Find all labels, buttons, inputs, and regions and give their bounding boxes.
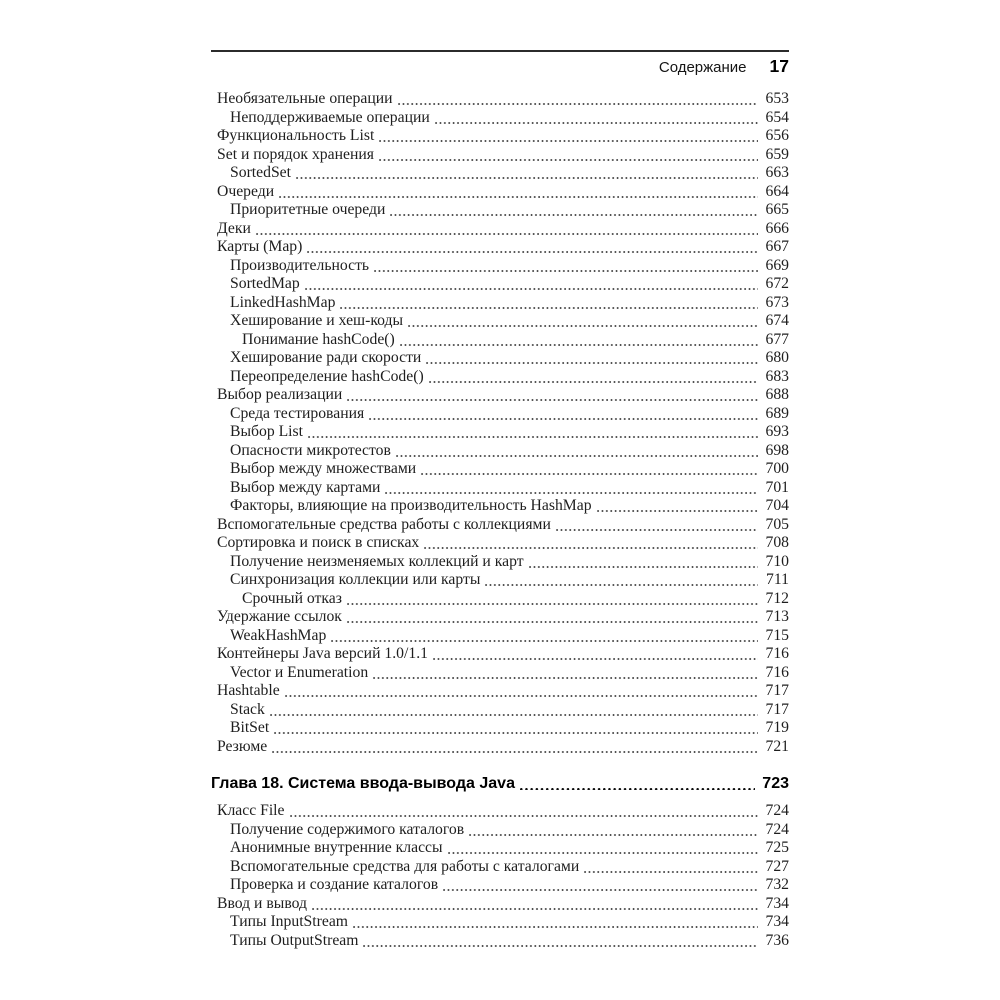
toc-entry-page: 698: [765, 441, 789, 459]
toc-entry-label: Set и порядок хранения: [217, 145, 374, 163]
toc-entry: [211, 516, 789, 535]
toc-entry: [211, 664, 789, 683]
dot-leader: [373, 664, 758, 683]
toc-entry: [211, 349, 789, 368]
dot-leader: [379, 146, 758, 165]
dot-leader: [520, 773, 755, 794]
toc-entry: [211, 368, 789, 387]
dot-leader: [396, 442, 758, 461]
toc-entry-page: 708: [765, 534, 789, 551]
toc-entry-label: Класс File: [217, 802, 285, 819]
toc-entry-page: 653: [765, 90, 789, 107]
toc-entry-label: Выбор между картами: [230, 478, 381, 496]
toc-entry-label: Функциональность List: [217, 127, 375, 144]
dot-leader: [347, 608, 758, 627]
dot-leader: [408, 312, 758, 331]
toc-entry-label: Ввод и вывод: [217, 894, 307, 912]
toc-entry-page: 736: [765, 931, 789, 949]
dot-leader: [448, 839, 758, 858]
dot-leader: [369, 405, 758, 424]
dot-leader: [429, 368, 758, 387]
toc-entry-label: Удержание ссылок: [217, 608, 342, 625]
dot-leader: [340, 294, 758, 313]
toc-entry-page: 672: [765, 275, 789, 292]
toc-entry-label: Необязательные операции: [217, 90, 393, 107]
toc-entry-page: 688: [765, 386, 789, 403]
toc-entry-page: 667: [765, 238, 789, 255]
toc-entry: [211, 220, 789, 239]
toc-entry-page: 711: [766, 571, 789, 588]
toc-entry-label: Приоритетные очереди: [230, 201, 386, 218]
toc-entry: [211, 331, 789, 350]
toc-entry: [211, 497, 789, 516]
toc-entry: [211, 913, 789, 932]
dot-leader: [305, 275, 758, 294]
toc-entry-label: Неподдерживаемые операции: [230, 108, 430, 126]
dot-leader: [312, 895, 758, 914]
toc-entry-page: 704: [765, 497, 789, 514]
dot-leader: [307, 238, 758, 257]
toc-entry-label: Производительность: [230, 256, 370, 274]
running-title: Содержание: [658, 59, 747, 76]
toc-entry-page: 717: [765, 700, 789, 718]
toc-entry-label: Среда тестирования: [230, 404, 365, 422]
toc-entry-page: 717: [765, 682, 789, 699]
toc-entry-label: Деки: [217, 219, 251, 237]
toc-entry-page: 716: [765, 645, 789, 662]
toc-entry: [211, 858, 789, 877]
toc-entry-page: 732: [765, 876, 789, 893]
toc-entry-label: Хеширование и хеш-коды: [230, 312, 404, 329]
toc-entry-label: Сортировка и поиск в списках: [217, 534, 420, 551]
toc-entry-page: 715: [765, 626, 789, 644]
dot-leader: [424, 534, 758, 553]
dot-leader: [469, 821, 758, 840]
table-of-contents: [211, 90, 789, 950]
toc-entry: [211, 821, 789, 840]
toc-entry-page: 665: [765, 201, 789, 218]
toc-entry: [211, 719, 789, 738]
toc-entry: [211, 627, 789, 646]
toc-entry-label: Факторы, влияющие на производительность HashMap: [230, 497, 592, 514]
dot-leader: [443, 876, 758, 895]
toc-entry: [211, 183, 789, 202]
toc-entry: [211, 90, 789, 109]
toc-entry-page: 724: [765, 820, 789, 838]
page-content: [211, 0, 789, 1000]
toc-entry-page: 700: [765, 460, 789, 477]
toc-entry-label: Хеширование ради скорости: [230, 349, 422, 366]
dot-leader: [421, 460, 758, 479]
toc-entry-page: 654: [765, 108, 789, 126]
dot-leader: [398, 90, 758, 109]
page-number: 17: [769, 56, 789, 76]
toc-entry: [211, 423, 789, 442]
toc-entry: [211, 460, 789, 479]
dot-leader: [400, 331, 758, 350]
toc-entry-label: WeakHashMap: [230, 626, 327, 644]
dot-leader: [426, 349, 758, 368]
toc-entry-label: Очереди: [217, 182, 275, 200]
toc-entry-page: 689: [765, 404, 789, 422]
toc-entry-page: 683: [765, 367, 789, 385]
toc-entry-page: 669: [765, 256, 789, 274]
dot-leader: [285, 682, 758, 701]
dot-leader: [347, 386, 758, 405]
toc-entry-page: 656: [765, 127, 789, 144]
toc-entry-label: Выбор между множествами: [230, 460, 417, 477]
toc-entry-label: Получение содержимого каталогов: [230, 820, 465, 838]
toc-entry: [211, 701, 789, 720]
toc-entry-label: LinkedHashMap: [230, 293, 336, 311]
toc-entry-label: SortedMap: [230, 275, 300, 292]
dot-leader: [256, 220, 758, 239]
toc-entry-page: 664: [765, 182, 789, 200]
toc-entry-label: Анонимные внутренние классы: [230, 839, 443, 856]
dot-leader: [529, 553, 758, 572]
toc-entry: [211, 645, 789, 664]
dot-leader: [485, 571, 758, 590]
toc-entry: [211, 386, 789, 405]
toc-entry-label: Контейнеры Java версий 1.0/1.1: [217, 645, 428, 662]
toc-entry: [211, 479, 789, 498]
dot-leader: [353, 913, 758, 932]
toc-entry: [211, 932, 789, 951]
toc-entry: [211, 876, 789, 895]
dot-leader: [308, 423, 758, 442]
toc-entry-page: 719: [765, 719, 789, 736]
toc-entry: [211, 201, 789, 220]
dot-leader: [597, 497, 758, 516]
dot-leader: [272, 738, 758, 757]
toc-entry-label: Vector и Enumeration: [230, 663, 369, 681]
toc-entry-label: SortedSet: [230, 164, 292, 181]
toc-entry: [211, 839, 789, 858]
toc-entry-page: 666: [765, 219, 789, 237]
toc-entry-page: 701: [765, 478, 789, 496]
toc-entry-page: 723: [762, 775, 789, 792]
toc-entry-page: 721: [765, 737, 789, 755]
toc-entry: [211, 571, 789, 590]
toc-entry-page: 674: [765, 312, 789, 329]
toc-entry-label: Проверка и создание каталогов: [230, 876, 439, 893]
toc-entry: [211, 109, 789, 128]
toc-entry-page: 725: [765, 839, 789, 856]
toc-entry-label: Hashtable: [217, 682, 280, 699]
dot-leader: [390, 201, 758, 220]
toc-chapter-entry: [211, 773, 789, 794]
dot-leader: [279, 183, 758, 202]
toc-entry: [211, 895, 789, 914]
running-head: [211, 56, 789, 77]
toc-entry: [211, 257, 789, 276]
dot-leader: [363, 932, 758, 951]
toc-entry-page: 734: [765, 894, 789, 912]
toc-entry-page: 712: [765, 589, 789, 607]
toc-entry-label: Срочный отказ: [242, 589, 342, 607]
toc-entry-page: 734: [765, 913, 789, 930]
toc-entry-label: Опасности микротестов: [230, 441, 391, 459]
toc-entry: [211, 553, 789, 572]
toc-entry-label: BitSet: [230, 719, 270, 736]
toc-entry-page: 716: [765, 663, 789, 681]
toc-entry-label: Вспомогательные средства для работы с каталогами: [230, 857, 580, 875]
toc-entry-label: Понимание hashCode(): [242, 330, 395, 348]
dot-leader: [347, 590, 758, 609]
toc-entry-page: 705: [765, 515, 789, 533]
toc-entry: [211, 534, 789, 553]
toc-entry: [211, 294, 789, 313]
toc-entry: [211, 590, 789, 609]
toc-entry: [211, 608, 789, 627]
toc-entry-page: 693: [765, 423, 789, 440]
toc-entry-page: 673: [765, 293, 789, 311]
dot-leader: [556, 516, 758, 535]
toc-entry: [211, 164, 789, 183]
toc-entry-page: 680: [765, 349, 789, 366]
dot-leader: [290, 802, 758, 821]
toc-entry: [211, 802, 789, 821]
dot-leader: [331, 627, 758, 646]
toc-entry-label: Вспомогательные средства работы с коллекциями: [217, 515, 551, 533]
toc-entry-label: Типы InputStream: [230, 913, 348, 930]
toc-entry-label: Stack: [230, 700, 265, 718]
toc-entry: [211, 738, 789, 757]
toc-entry-label: Синхронизация коллекции или карты: [230, 571, 481, 588]
dot-leader: [270, 701, 758, 720]
toc-entry-label: Переопределение hashCode(): [230, 367, 424, 385]
toc-entry: [211, 682, 789, 701]
toc-entry-page: 713: [765, 608, 789, 625]
toc-entry: [211, 405, 789, 424]
dot-leader: [435, 109, 758, 128]
dot-leader: [379, 127, 758, 146]
toc-entry-label: Выбор List: [230, 423, 303, 440]
dot-leader: [274, 719, 758, 738]
toc-entry-label: Резюме: [217, 737, 268, 755]
toc-entry-page: 710: [765, 552, 789, 570]
dot-leader: [385, 479, 758, 498]
toc-entry: [211, 275, 789, 294]
toc-entry-page: 724: [765, 802, 789, 819]
toc-entry-page: 663: [765, 164, 789, 181]
dot-leader: [584, 858, 758, 877]
toc-entry: [211, 442, 789, 461]
toc-entry-label: Глава 18. Система ввода-вывода Java: [211, 775, 515, 792]
toc-entry-page: 677: [765, 330, 789, 348]
header-rule: [211, 50, 789, 52]
toc-entry: [211, 127, 789, 146]
toc-entry-label: Карты (Map): [217, 238, 303, 255]
dot-leader: [296, 164, 758, 183]
toc-entry-label: Выбор реализации: [217, 386, 343, 403]
dot-leader: [374, 257, 758, 276]
toc-entry-page: 659: [765, 145, 789, 163]
toc-entry: [211, 238, 789, 257]
toc-entry-page: 727: [765, 857, 789, 875]
dot-leader: [433, 645, 758, 664]
toc-entry: [211, 312, 789, 331]
toc-entry: [211, 146, 789, 165]
toc-entry-label: Получение неизменяемых коллекций и карт: [230, 552, 524, 570]
toc-entry-label: Типы OutputStream: [230, 931, 359, 949]
